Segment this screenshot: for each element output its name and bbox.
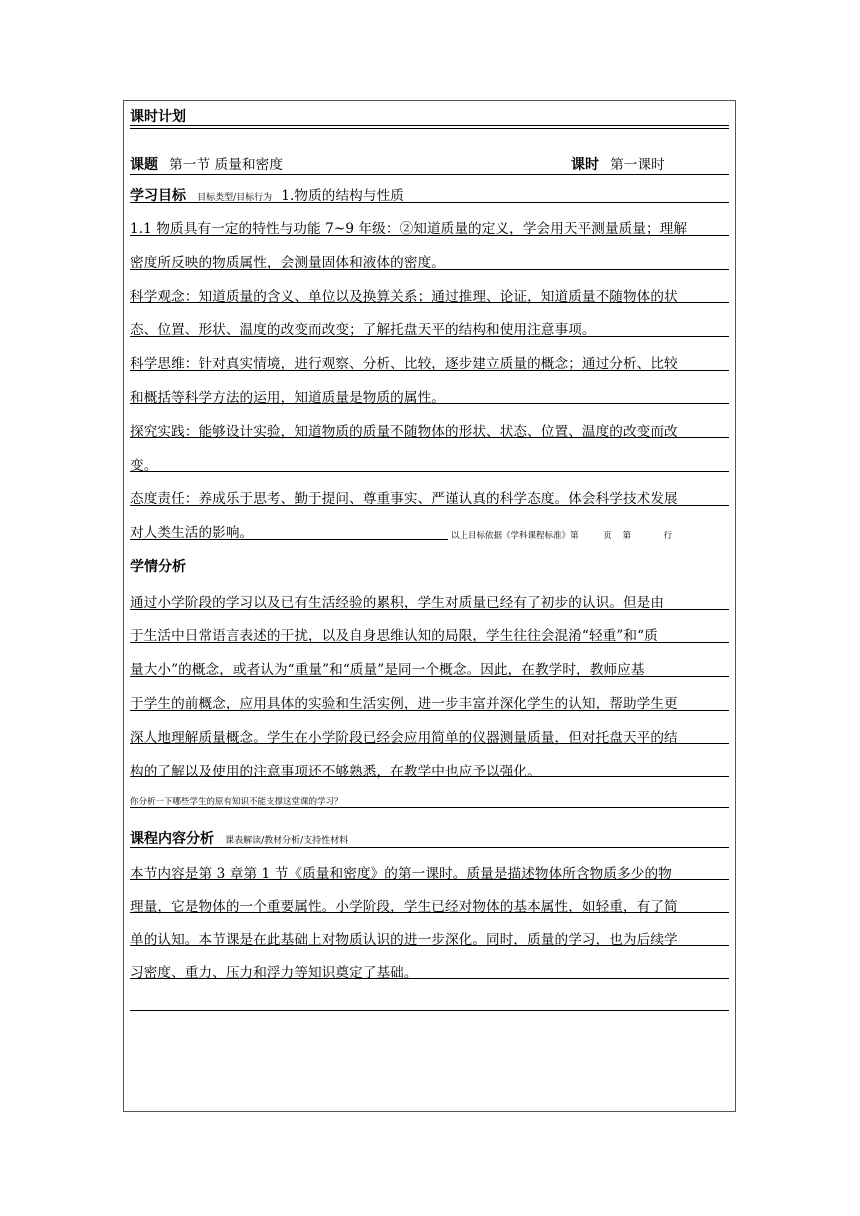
goal-line: 和概括等科学方法的运用，知道质量是物质的属性。 xyxy=(130,390,445,406)
divider xyxy=(130,370,729,371)
goal-line: 态度责任：养成乐于思考、勤于提问、尊重事实、严谨认真的科学态度。体会科学技术发展 xyxy=(130,491,678,507)
goal-line: 探究实践：能够设计实验，知道物质的质量不随物体的形状、状态、位置、温度的改变而改 xyxy=(130,424,678,440)
divider xyxy=(130,1010,729,1011)
analysis-line: 构的了解以及使用的注意事项还不够熟悉，在教学中也应予以强化。 xyxy=(130,764,541,780)
divider xyxy=(130,945,729,946)
goal-line: 科学思维：针对真实情境，进行观察、分析、比较，逐步建立质量的概念；通过分析、比较 xyxy=(130,356,678,372)
goals-heading: 学习目标 xyxy=(130,188,186,204)
content-hint: 课表解读/教材分析/支持性材料 xyxy=(225,836,349,846)
topic-value: 第一节 质量和密度 xyxy=(169,157,284,173)
divider xyxy=(130,978,729,979)
content-line: 本节内容是第 3 章第 1 节《质量和密度》的第一课时。质量是描述物体所含物质多少的物 xyxy=(130,866,672,882)
divider xyxy=(130,807,729,808)
analysis-prompt: 你分析一下哪些学生的原有知识不能支撑这堂课的学习？ xyxy=(130,797,343,807)
divider xyxy=(130,912,729,913)
goals-theme: 1.物质的结构与性质 xyxy=(281,188,404,204)
goal-line: 1.1 物质具有一定的特性与功能 7~9 年级：②知道质量的定义，学会用天平测量质量；理解 xyxy=(130,221,688,237)
topic-row xyxy=(130,153,283,174)
analysis-heading: 学情分析 xyxy=(130,559,186,575)
divider xyxy=(130,125,729,126)
period-row xyxy=(571,153,665,174)
content-line: 单的认知。本节课是在此基础上对物质认识的进一步深化。同时，质量的学习，也为后续学 xyxy=(130,932,678,948)
divider xyxy=(130,539,448,540)
analysis-line: 深人地理解质量概念。学生在小学阶段已经会应用简单的仪器测量质量，但对托盘天平的结 xyxy=(130,730,678,746)
goals-type-hint: 目标类型/目标行为 xyxy=(197,193,273,203)
content-line: 习密度、重力、压力和浮力等知识奠定了基础。 xyxy=(130,965,418,981)
analysis-line: 通过小学阶段的学习以及已有生活经验的累积，学生对质量已经有了初步的认识。但是由 xyxy=(130,595,665,611)
divider xyxy=(130,676,729,677)
source-note-col: 第 xyxy=(622,531,631,541)
divider xyxy=(130,743,729,744)
divider xyxy=(130,776,729,777)
divider xyxy=(130,471,729,472)
divider xyxy=(130,128,729,129)
divider xyxy=(130,847,729,848)
goal-line: 密度所反映的物质属性，会测量固体和液体的密度。 xyxy=(130,255,445,271)
period-label: 课时 xyxy=(571,157,599,173)
divider xyxy=(130,336,729,337)
content-heading-row xyxy=(130,828,348,848)
divider xyxy=(130,505,729,506)
divider xyxy=(130,879,729,880)
source-note-page: 页 xyxy=(603,531,612,541)
source-note-row: 行 xyxy=(663,531,673,541)
topic-label: 课题 xyxy=(130,157,158,173)
content-line: 理量，它是物体的一个重要属性。小学阶段，学生已经对物体的基本属性，如轻重，有了简 xyxy=(130,899,678,915)
goal-line: 对人类生活的影响。 xyxy=(130,525,254,541)
source-note xyxy=(451,529,672,541)
divider xyxy=(130,174,729,175)
divider xyxy=(130,235,729,236)
divider xyxy=(130,302,729,303)
source-note-prefix: 以上目标依据《学科课程标准》第 xyxy=(451,531,579,541)
divider xyxy=(130,202,729,203)
analysis-line: 量大小”的概念，或者认为“重量”和“质量”是同一个概念。因此，在教学时，教师应基 xyxy=(130,662,645,678)
divider xyxy=(130,437,729,438)
content-heading: 课程内容分析 xyxy=(130,831,214,847)
goal-line: 态、位置、形状、温度的改变而改变；了解托盘天平的结构和使用注意事项。 xyxy=(130,322,596,338)
analysis-line: 于学生的前概念，应用具体的实验和生活实例，进一步丰富并深化学生的认知，帮助学生更 xyxy=(130,696,678,712)
goal-line: 变。 xyxy=(130,458,158,474)
divider xyxy=(130,710,729,711)
period-value: 第一课时 xyxy=(610,157,665,173)
analysis-line: 于生活中日常语言表述的干扰，以及自身思维认知的局限，学生往往会混淆“轻重”和“质 xyxy=(130,628,658,644)
divider xyxy=(130,403,729,404)
divider xyxy=(130,609,729,610)
goal-line: 科学观念：知道质量的含义、单位以及换算关系；通过推理、论证，知道质量不随物体的状 xyxy=(130,289,678,305)
divider xyxy=(130,642,729,643)
plan-title: 课时计划 xyxy=(130,109,186,125)
divider xyxy=(130,269,729,270)
